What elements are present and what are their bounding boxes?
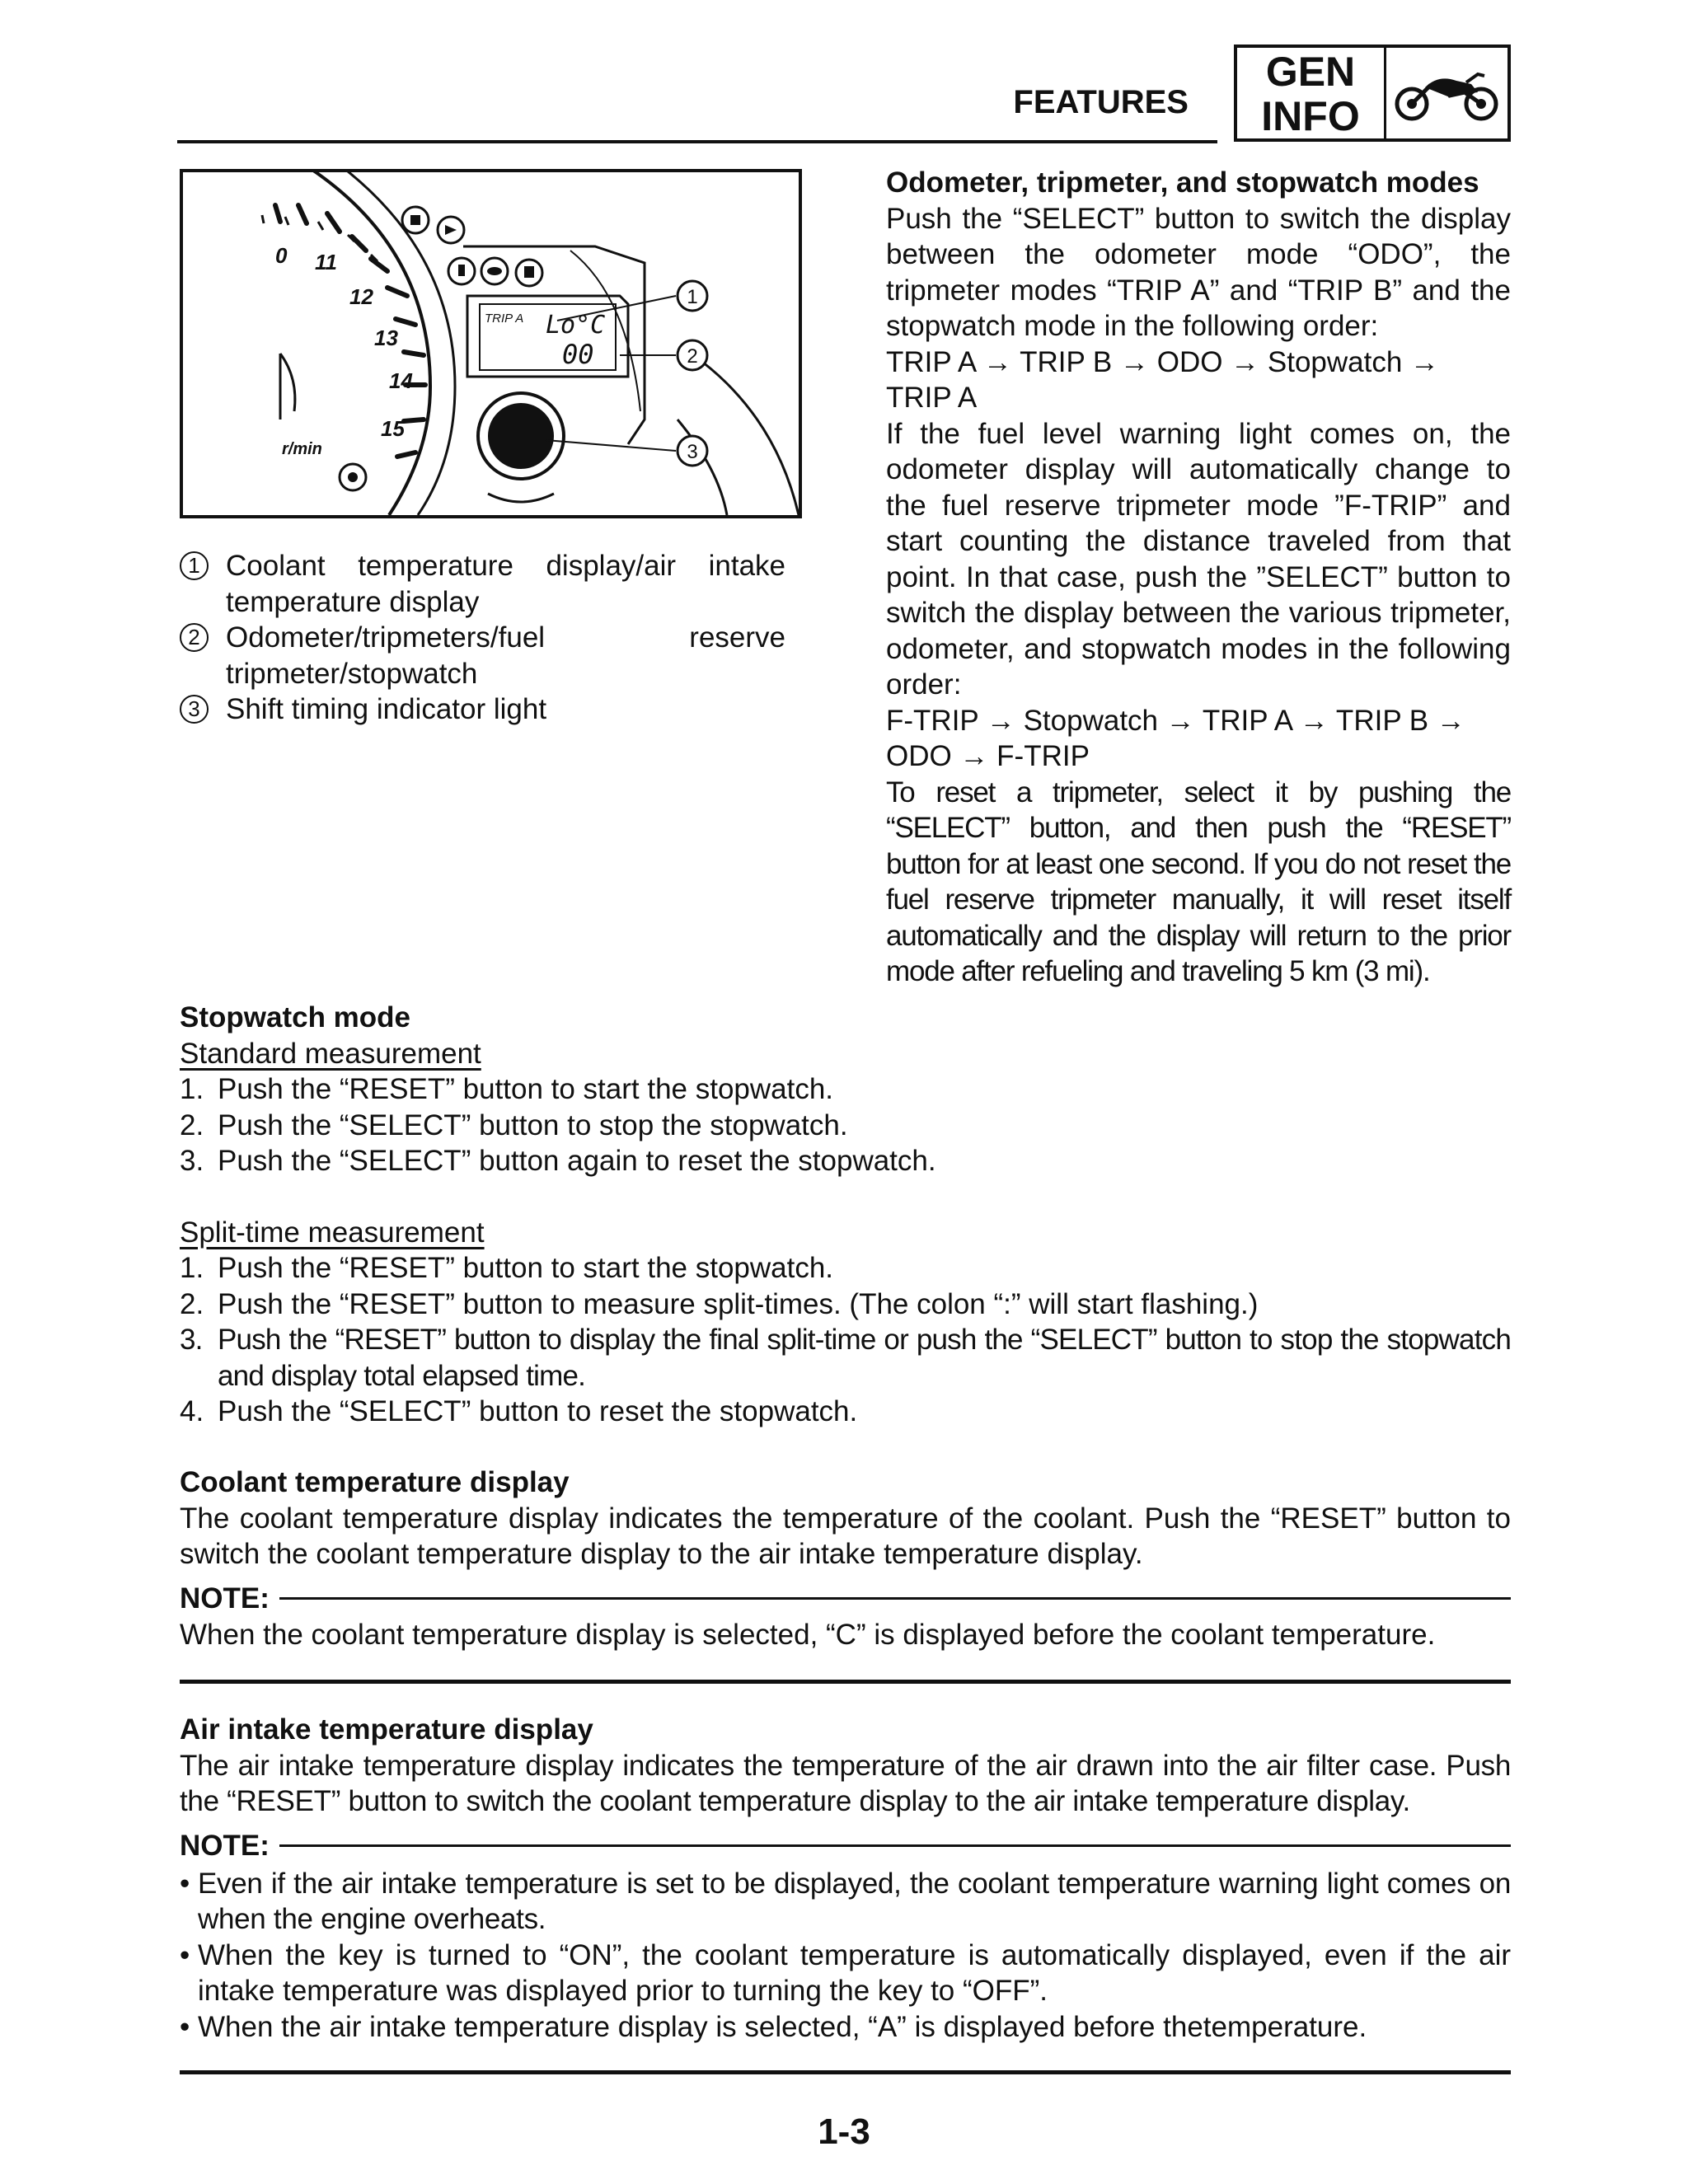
coolant-note-header [180,1582,1511,1615]
coolant-heading: Coolant temperature display [180,1466,570,1498]
legend-item [180,548,785,620]
list-item [180,1250,1511,1286]
rpm-unit-label: r/min [282,440,322,458]
instrument-cluster-illustration [183,172,799,515]
coolant-paragraph: The coolant temperature display indicates the temperature of the coolant. Push the “RESET” button to switch the coolant temperature display to the air intake temperature display. [180,1502,1511,1570]
list-item [180,1322,1511,1394]
air-intake-section [180,1712,1511,2045]
tach-tick-label: 11 [315,250,337,274]
tach-tick-label: 12 [349,284,373,309]
motorcycle-icon [1392,68,1503,122]
air-note-list [180,1866,1511,2046]
stopwatch-heading: Stopwatch mode [180,1001,411,1033]
legend-number: 1 [180,551,209,580]
step-text: Push the “RESET” button to measure split-times. (The colon “:” will start flashing.) [218,1287,1259,1320]
note-label: NOTE: [180,1582,270,1615]
step-number: 4. [180,1395,204,1427]
coolant-note-text: When the coolant temperature display is selected, “C” is displayed before the coolant temperature. [180,1618,1436,1651]
lcd-digits: 00 [562,339,594,370]
fuel-reserve-mode-order: F-TRIP → Stopwatch → TRIP A → TRIP B → ODO → F-TRIP [886,704,1465,772]
step-text: Push the “SELECT” button to reset the stopwatch. [218,1395,858,1427]
badge-line2: INFO [1261,93,1360,139]
odometer-section [886,165,1511,990]
callout-number: 3 [687,441,698,463]
gen-info-badge [1234,45,1511,142]
coolant-note-end-rule [180,1680,1511,1684]
badge-line1: GEN [1265,49,1356,95]
note-rule [279,1597,1511,1600]
list-item [180,1143,1511,1179]
tach-tick-label: 0 [275,243,288,268]
odometer-paragraph: Push the “SELECT” button to switch the display between the odometer mode “ODO”, the tripmeter modes “TRIP A” and “TRIP B” and the stopwatch mode in the following order: [886,202,1511,342]
dashboard-figure [180,169,802,518]
tach-tick-label: 14 [389,368,413,393]
step-text: Push the “SELECT” button to stop the stopwatch. [218,1108,848,1141]
figure-legend [180,548,785,728]
legend-item [180,620,785,691]
step-text: Push the “RESET” button to start the stopwatch. [218,1252,834,1284]
step-number: 2. [180,1287,204,1320]
list-item [180,1286,1511,1323]
odometer-mode-order: TRIP A → TRIP B → ODO → Stopwatch → TRIP A [886,345,1440,414]
lcd-mode: TRIP A [485,312,524,326]
legend-number: 3 [180,695,209,724]
note-rule [279,1844,1511,1847]
step-text: Push the “RESET” button to start the stopwatch. [218,1073,834,1105]
list-item [180,1394,1511,1430]
standard-steps [180,1071,1511,1179]
step-number: 2. [180,1108,204,1141]
air-note-header [180,1830,1511,1863]
callout-number: 2 [687,345,698,368]
legend-item [180,691,785,728]
legend-text: Shift timing indicator light [226,693,547,725]
stopwatch-section [180,1000,1511,1430]
step-text: Push the “SELECT” button again to reset the stopwatch. [218,1145,936,1177]
list-item [180,1108,1511,1144]
step-number: 1. [180,1073,204,1105]
badge-divider [1384,48,1386,138]
odometer-heading: Odometer, tripmeter, and stopwatch modes [886,166,1479,199]
tach-tick-label: 13 [374,326,398,350]
step-number: 3. [180,1324,203,1356]
air-intake-paragraph: The air intake temperature display indicates the temperature of the air drawn into the air filter case. Push the “RESET” button to switch the coolant temperature display to the air intake temperature display. [180,1749,1511,1817]
list-item: • Even if the air intake temperature is set to be displayed, the coolant temperature warning light comes on when the engine overheats. [180,1866,1511,1938]
legend-text: Coolant temperature display/air intake temperature display [226,550,785,618]
standard-measurement-title: Standard measurement [180,1037,481,1070]
list-item: • When the air intake temperature display is selected, “A” is displayed before thetemperature. [180,2009,1511,2046]
section-title: FEATURES [1013,84,1189,120]
lcd-temperature: Lo°C [546,311,606,340]
air-note-end-rule [180,2070,1511,2074]
note-label: NOTE: [180,1829,270,1862]
step-number: 3. [180,1145,204,1177]
tach-tick-label: 15 [381,416,405,441]
fuel-reserve-paragraph: If the fuel level warning light comes on, the odometer display will automatically change to the fuel reserve tripmeter mode ”F-TRIP” and start counting the distance traveled from that point. In that case, push the ”SELECT” button to switch the display between the various tripmeter, odometer, and stopwatch modes in the following order: [886,417,1511,701]
air-intake-heading: Air intake temperature display [180,1713,593,1746]
list-item [180,1071,1511,1108]
reset-tripmeter-paragraph: To reset a tripmeter, select it by pushing the “SELECT” button, and then push the “RESET” button for at least one second. If you do not reset the fuel reserve tripmeter manually, it will reset itself automatically and the display will return to the prior mode after refueling and traveling 5 km (3 mi). [886,776,1511,987]
step-number: 1. [180,1252,204,1284]
legend-number: 2 [180,623,209,652]
page-number: 1-3 [818,2111,870,2152]
header-rule [177,140,1217,143]
step-text: Push the “RESET” button to display the final split-time or push the “SELECT” button to stop the stopwatch and display total elapsed time. [218,1324,1511,1392]
split-measurement-title: Split-time measurement [180,1216,485,1249]
legend-text: Odometer/tripmeters/fuel reserve tripmeter/stopwatch [226,621,785,690]
coolant-section [180,1465,1511,1652]
split-steps [180,1250,1511,1430]
callout-number: 1 [687,286,698,308]
list-item: • When the key is turned to “ON”, the coolant temperature is automatically displayed, even if the air intake temperature was displayed prior to turning the key to “OFF”. [180,1938,1511,2009]
